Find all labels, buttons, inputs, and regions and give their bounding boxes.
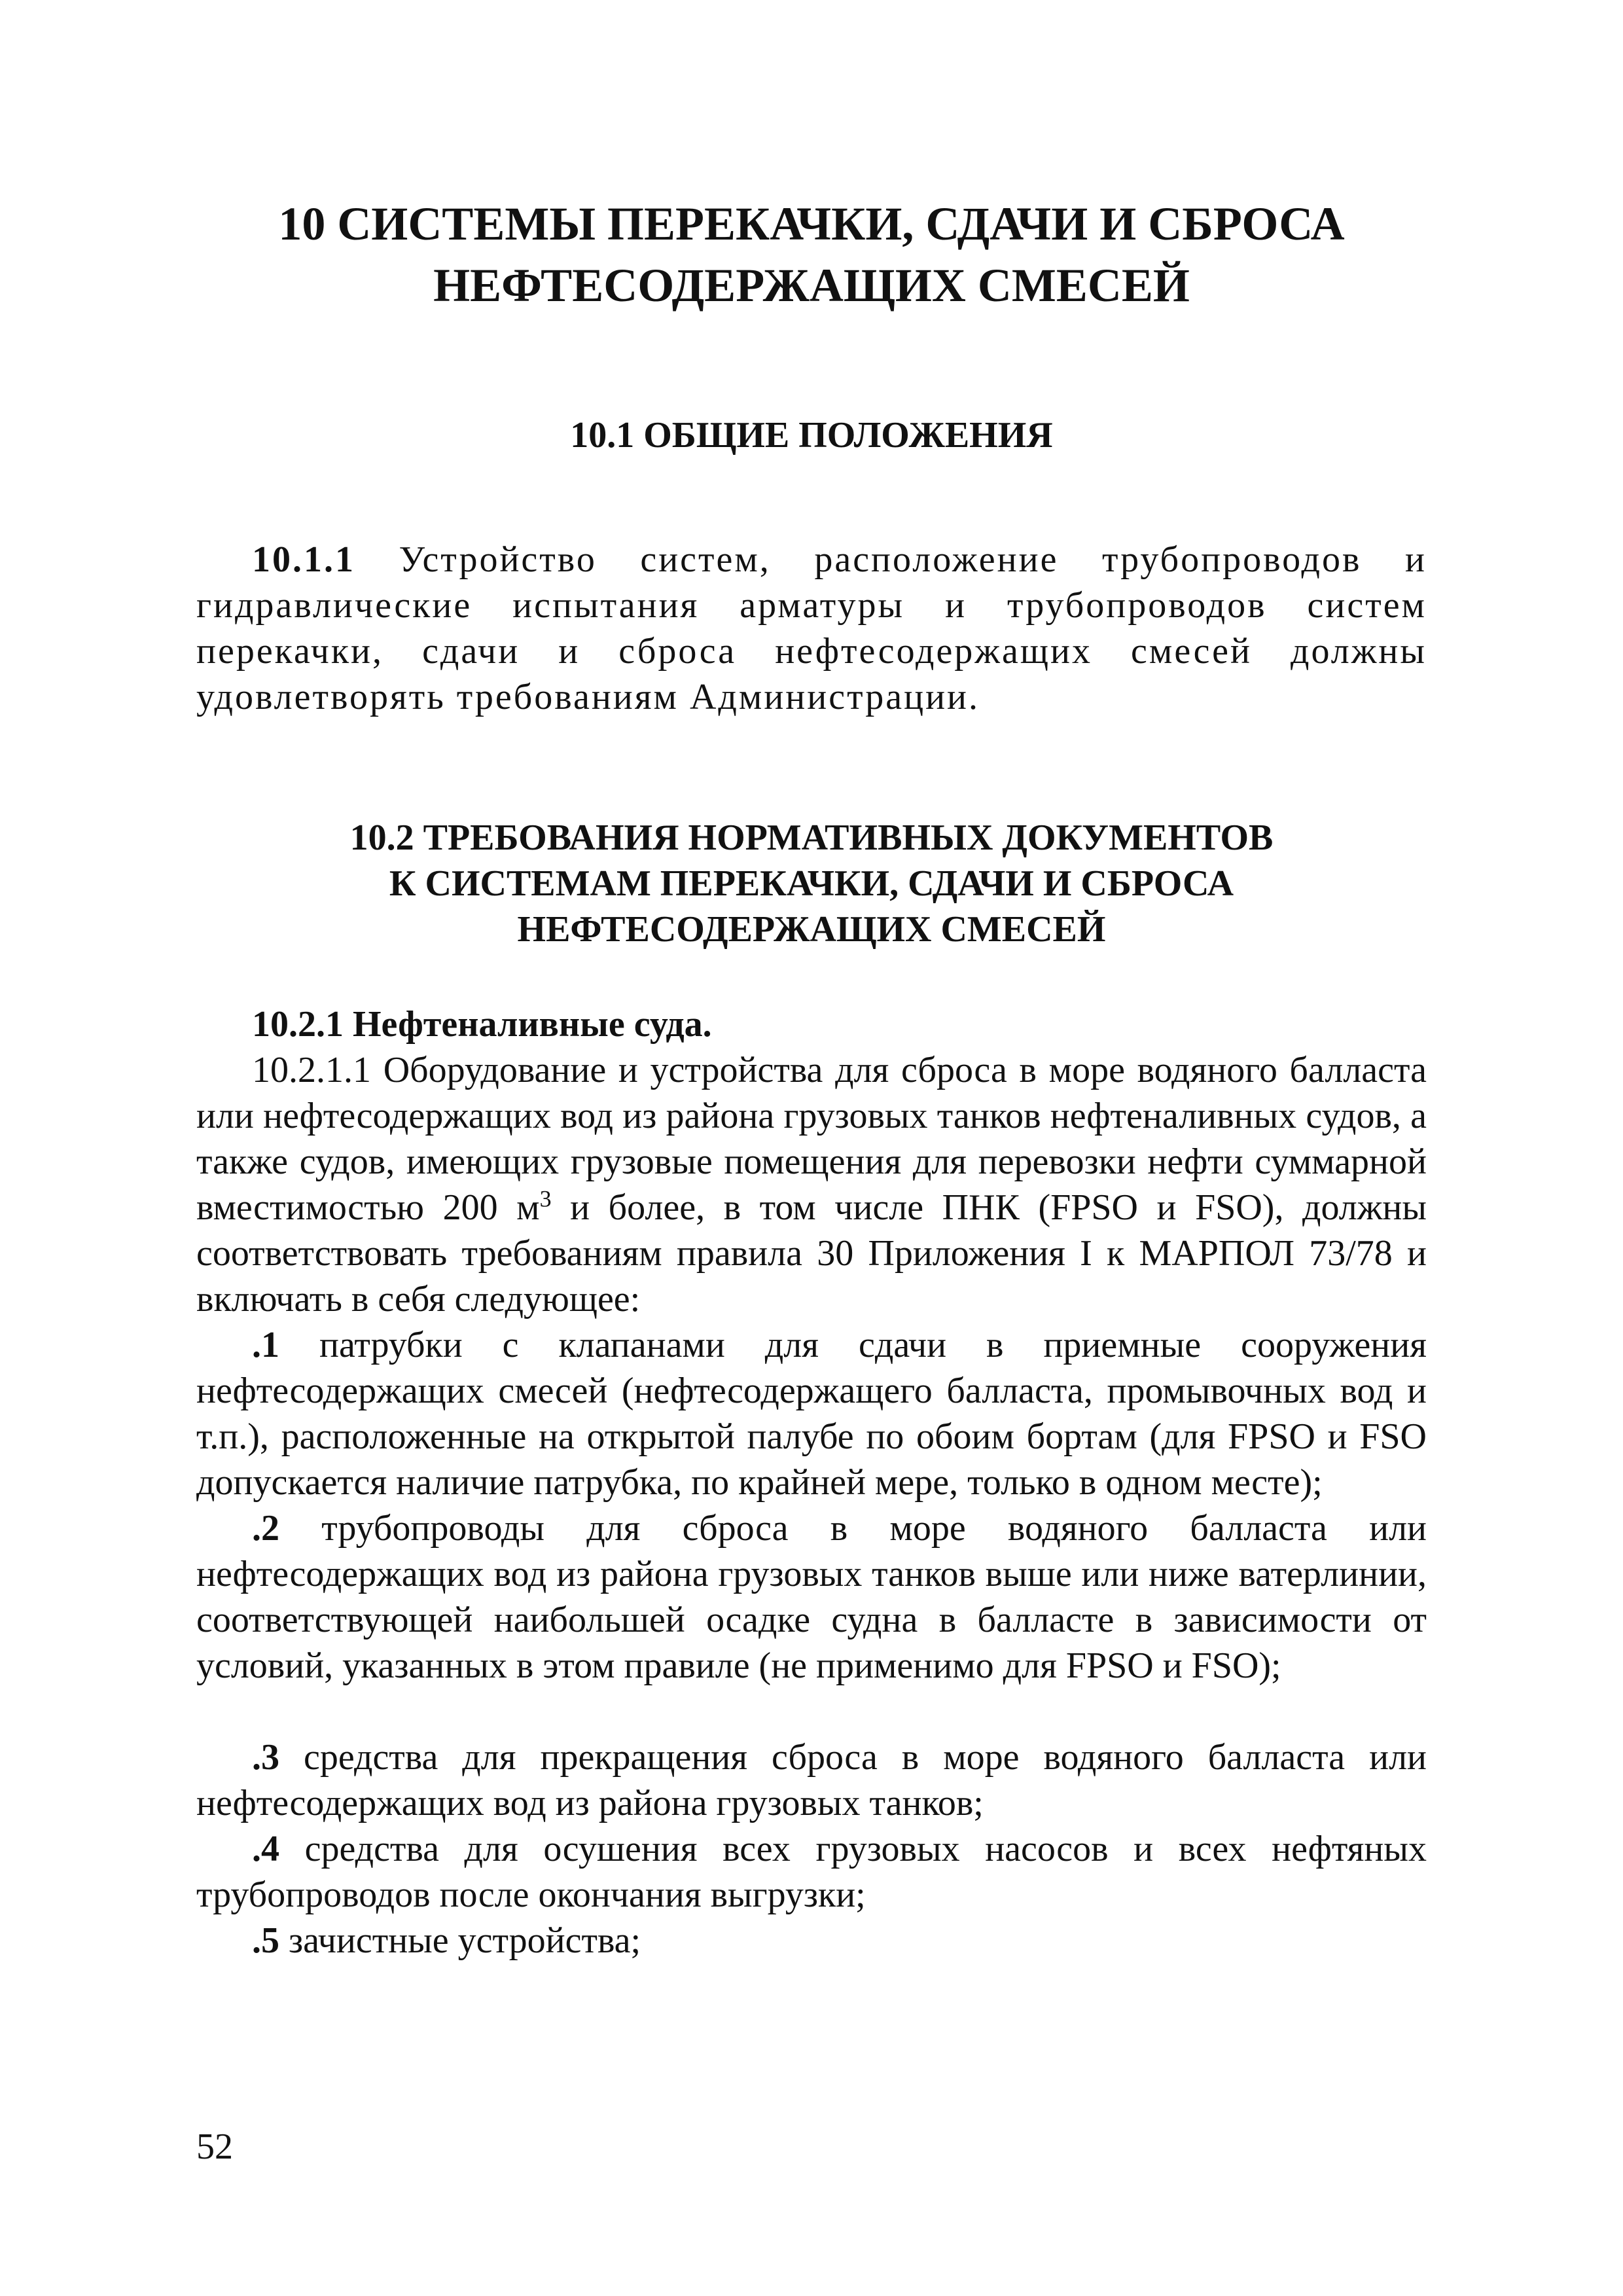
section-title-line-3: НЕФТЕСОДЕРЖАЩИХ СМЕСЕЙ: [517, 909, 1106, 950]
section-title-line-2: К СИСТЕМАМ ПЕРЕКАЧКИ, СДАЧИ И СБРОСА: [389, 863, 1234, 904]
list-item-text: трубопроводы для сброса в море водяного балласта или нефтесодержащих вод из района грузовых танков выше или ниже ватерлинии, соответствующей наибольшей осадке судна в балласте в зависимости от условий, указанных в этом правиле (не применимо для FPSO и FSO);: [196, 1508, 1427, 1686]
clause-text-part-1: Оборудование и устройства для сброса в море водяного балласта или нефтесодержащих вод из района грузовых танков нефтеналивных судов, а также судов, имеющих грузовые помещения для перевозки нефти суммарной вместимостью 200 м: [196, 1050, 1427, 1228]
list-item-text: зачистные устройства;: [279, 1920, 641, 1961]
paragraph-text: Устройство систем, расположение трубопроводов и гидравлические испытания арматуры и трубопроводов систем перекачки, сдачи и сброса нефтесодержащих смесей должны удовлетворять требованиям Администрации.: [196, 539, 1427, 717]
list-item-text: патрубки с клапанами для сдачи в приемные сооружения нефтесодержащих смесей (нефтесодержащего балласта, промывочных вод и т.п.), расположенные на открытой палубе по обоим бортам (для FPSO и FSO допускается наличие патрубка, по крайней мере, только в одном месте);: [196, 1325, 1427, 1503]
list-item: [196, 1826, 1427, 1918]
document-page: [196, 0, 1427, 2296]
list-item-text: средства для осушения всех грузовых насосов и всех нефтяных трубопроводов после окончания выгрузки;: [196, 1829, 1427, 1915]
list-item: [196, 1322, 1427, 1505]
clause-number: 10.2.1.1: [252, 1050, 371, 1090]
page-number: 52: [196, 2126, 233, 2167]
clause-superscript: 3: [539, 1185, 552, 1212]
paragraph-10-1-1: [196, 537, 1427, 720]
section-title-requirements: [196, 815, 1427, 952]
section-title-line-1: 10.2 ТРЕБОВАНИЯ НОРМАТИВНЫХ ДОКУМЕНТОВ: [349, 817, 1274, 858]
chapter-title: [196, 193, 1427, 316]
clause-text-part-2: и более, в том числе ПНК (FPSO и FSO), должны соответствовать требованиям правила 30 Приложения I к МАРПОЛ 73/78 и включать в себя следующее:: [196, 1187, 1427, 1319]
list-item-number: .3: [252, 1737, 279, 1778]
chapter-title-line-2: НЕФТЕСОДЕРЖАЩИХ СМЕСЕЙ: [433, 259, 1190, 312]
list-item-number: .1: [252, 1325, 279, 1365]
subsection-number: 10.2.1: [252, 1004, 344, 1045]
subsection-heading-10-2-1: [196, 1001, 1427, 1047]
section-title-general: 10.1 ОБЩИЕ ПОЛОЖЕНИЯ: [570, 415, 1053, 456]
subsection-title: Нефтеналивные суда.: [344, 1004, 712, 1045]
clause-10-2-1-1: [196, 1047, 1427, 1322]
list-item-number: .5: [252, 1920, 279, 1961]
list-item-text: средства для прекращения сброса в море водяного балласта или нефтесодержащих вод из района грузовых танков;: [196, 1737, 1427, 1823]
paragraph-number: 10.1.1: [252, 539, 355, 580]
chapter-title-line-1: 10 СИСТЕМЫ ПЕРЕКАЧКИ, СДАЧИ И СБРОСА: [278, 198, 1345, 250]
list-item-number: .4: [252, 1829, 279, 1869]
list-item: [196, 1505, 1427, 1689]
list-item: [196, 1918, 1427, 1964]
list-item: [196, 1734, 1427, 1826]
list-item-number: .2: [252, 1508, 279, 1549]
